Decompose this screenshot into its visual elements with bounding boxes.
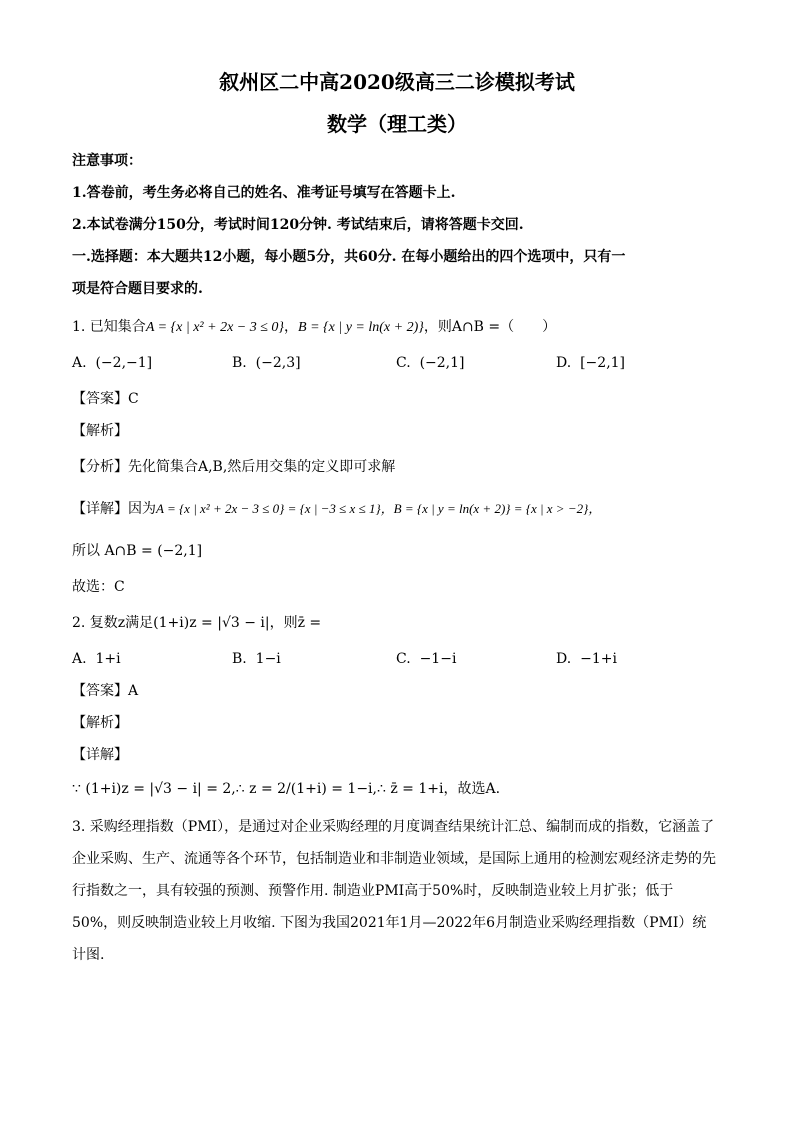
notice-heading: 注意事项： xyxy=(72,153,142,169)
exam-title: 叙州区二中高2020级高三二诊模拟考试 xyxy=(219,70,575,94)
q1-stem xyxy=(72,318,556,337)
q3-line-3: 行指数之一，具有较强的预测、预警作用. 制造业PMI高于50%时，反映制造业较上月扩张；低于 xyxy=(72,883,674,899)
q1-analysis: 【分析】先化简集合A,B,然后用交集的定义即可求解 xyxy=(72,459,396,475)
q1-analysis-heading: 【解析】 xyxy=(72,423,128,439)
q3-line-2: 企业采购、生产、流通等各个环节，包括制造业和非制造业领域，是国际上通用的检测宏观经济走势的先 xyxy=(72,851,716,867)
q2-option-c: C. −1−i xyxy=(396,651,457,667)
q1-option-d: D. [−2,1] xyxy=(556,355,626,371)
exam-subtitle: 数学（理工类） xyxy=(327,112,467,136)
q2-stem: 2. 复数z满足(1+i)z = |√3 − i|，则z̄ = xyxy=(72,615,322,631)
q1-option-a: A. (−2,−1] xyxy=(72,355,153,371)
q1-detail-math: A = {x | x² + 2x − 3 ≤ 0} = {x | −3 ≤ x ≤ 1}，B = {x | y = ln(x + 2)} = {x | x > −2}， xyxy=(156,501,602,516)
section-instruction-line-1: 一.选择题：本大题共12小题，每小题5分，共60分. 在每小题给出的四个选项中，只有一 xyxy=(72,249,626,265)
q2-solution: ∵ (1+i)z = |√3 − i| = 2,∴ z = 2/(1+i) = 1−i,∴ z̄ = 1+i，故选A. xyxy=(72,781,501,797)
q2-option-d: D. −1+i xyxy=(556,651,617,667)
q3-line-4: 50%，则反映制造业较上月收缩. 下图为我国2021年1月—2022年6月制造业采购经理指数（PMI）统 xyxy=(72,915,707,931)
q2-answer: 【答案】A xyxy=(72,683,139,699)
q1-set-b: B = {x | y = ln(x + 2)} xyxy=(298,320,424,335)
q1-option-c: C. (−2,1] xyxy=(396,355,465,371)
q3-line-5: 计图. xyxy=(72,947,105,963)
q2-option-b: B. 1−i xyxy=(232,651,281,667)
q1-set-a: A = {x | x² + 2x − 3 ≤ 0} xyxy=(145,320,285,335)
q1-conclusion: 所以 A∩B = (−2,1] xyxy=(72,543,203,559)
q1-choice: 故选：C xyxy=(72,579,125,595)
q1-answer: 【答案】C xyxy=(72,391,139,407)
q2-detail-heading: 【详解】 xyxy=(72,747,128,763)
q2-option-a: A. 1+i xyxy=(72,651,121,667)
q1-stem-prefix: 1. 已知集合 xyxy=(72,319,146,335)
section-instruction-line-2: 项是符合题目要求的. xyxy=(72,281,203,297)
q3-line-1: 3. 采购经理指数（PMI），是通过对企业采购经理的月度调查结果统计汇总、编制而成的指数，它涵盖了 xyxy=(72,819,715,835)
q1-comma: ， xyxy=(284,319,299,335)
q1-detail xyxy=(72,500,601,518)
q2-analysis-heading: 【解析】 xyxy=(72,715,128,731)
q1-option-b: B. (−2,3] xyxy=(232,355,301,371)
q1-stem-suffix: ，则A∩B =（ ） xyxy=(423,319,557,335)
q1-detail-prefix: 【详解】因为 xyxy=(72,501,156,517)
notice-item-1: 1.答卷前，考生务必将自己的姓名、准考证号填写在答题卡上. xyxy=(72,185,456,201)
notice-item-2: 2.本试卷满分150分，考试时间120分钟. 考试结束后，请将答题卡交回. xyxy=(72,217,524,233)
